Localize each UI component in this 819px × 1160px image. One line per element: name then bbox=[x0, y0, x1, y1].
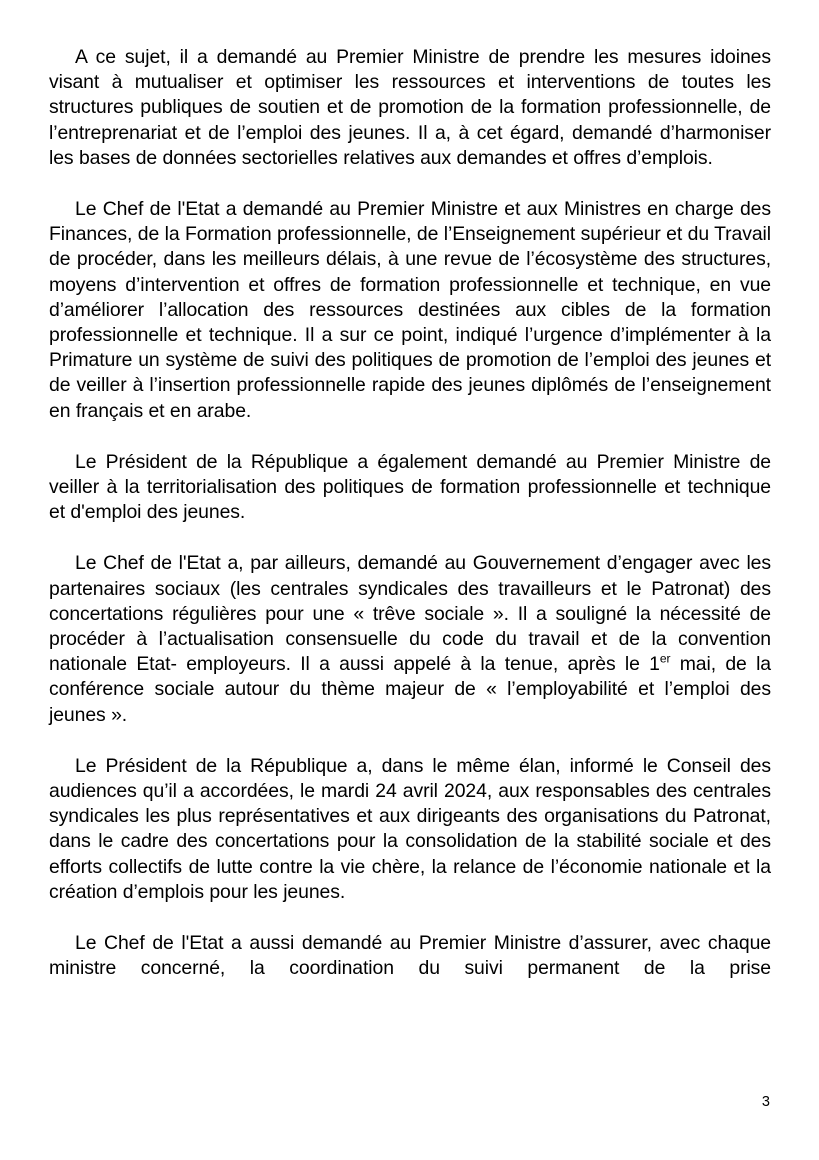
paragraph-text-segment-after: mai, de la conférence sociale autour du thème majeur de « l’employabilité et l’emploi des jeunes ». bbox=[49, 653, 772, 726]
paragraph-mutualisation-ressources: A ce sujet, il a demandé au Premier Ministre de prendre les mesures idoines visant à mutualiser et optimiser les ressources et interventions de toutes les structures publiques de soutien et de promotion de la formation professionnelle, de l’entreprenariat et de l’emploi des jeunes. Il a, à cet égard, demandé d’harmoniser les bases de données sectorielles relatives aux demandes et offres d’emplois. bbox=[49, 46, 771, 169]
ordinal-superscript: er bbox=[659, 651, 671, 666]
document-body bbox=[49, 45, 771, 1007]
paragraph-revue-ecosysteme: Le Chef de l'Etat a demandé au Premier Ministre et aux Ministres en charge des Finances, de la Formation professionnelle, de l’Enseignement supérieur et du Travail de procéder, dans les meilleurs délais, à une revue de l’écosystème des structures, moyens d’intervention et offres de formation professionnelle et technique, en vue d’améliorer l’allocation des ressources destinées aux cibles de la formation professionnelle et technique. Il a sur ce point, indiqué l’urgence d’implémenter à la Primature un système de suivi des politiques de promotion de l’emploi des jeunes et de veiller à l’insertion professionnelle rapide des jeunes diplômés de l’enseignement en français et en arabe. bbox=[49, 198, 771, 422]
paragraph-coordination-suivi: Le Chef de l'Etat a aussi demandé au Premier Ministre d’assurer, avec chaque ministre concerné, la coordination du suivi permanent de la prise bbox=[49, 932, 771, 980]
page-number: 3 bbox=[761, 1094, 770, 1110]
paragraph-partenaires-sociaux bbox=[49, 551, 771, 727]
paragraph-text-segment-before: Le Chef de l'Etat a, par ailleurs, demandé au Gouvernement d’engager avec les partenaires sociaux (les centrales syndicales des travailleurs et le Patronat) des concertations régulières pour une « trêve sociale ». Il a souligné la nécessité de procéder à l’actualisation consensuelle du code du travail et de la convention nationale Etat- employeurs. Il a aussi appelé à la tenue, après le 1 bbox=[49, 552, 771, 676]
paragraph-audiences-syndicats: Le Président de la République a, dans le même élan, informé le Conseil des audiences qu’il a accordées, le mardi 24 avril 2024, aux responsables des centrales syndicales les plus représentatives et aux dirigeants des organisations du Patronat, dans le cadre des concertations pour la consolidation de la stabilité sociale et des efforts collectifs de lutte contre la vie chère, la relance de l’économie nationale et la création d’emplois pour les jeunes. bbox=[49, 754, 771, 903]
paragraph-territorialisation: Le Président de la République a également demandé au Premier Ministre de veiller à la territorialisation des politiques de formation professionnelle et technique et d'emploi des jeunes. bbox=[49, 450, 771, 524]
